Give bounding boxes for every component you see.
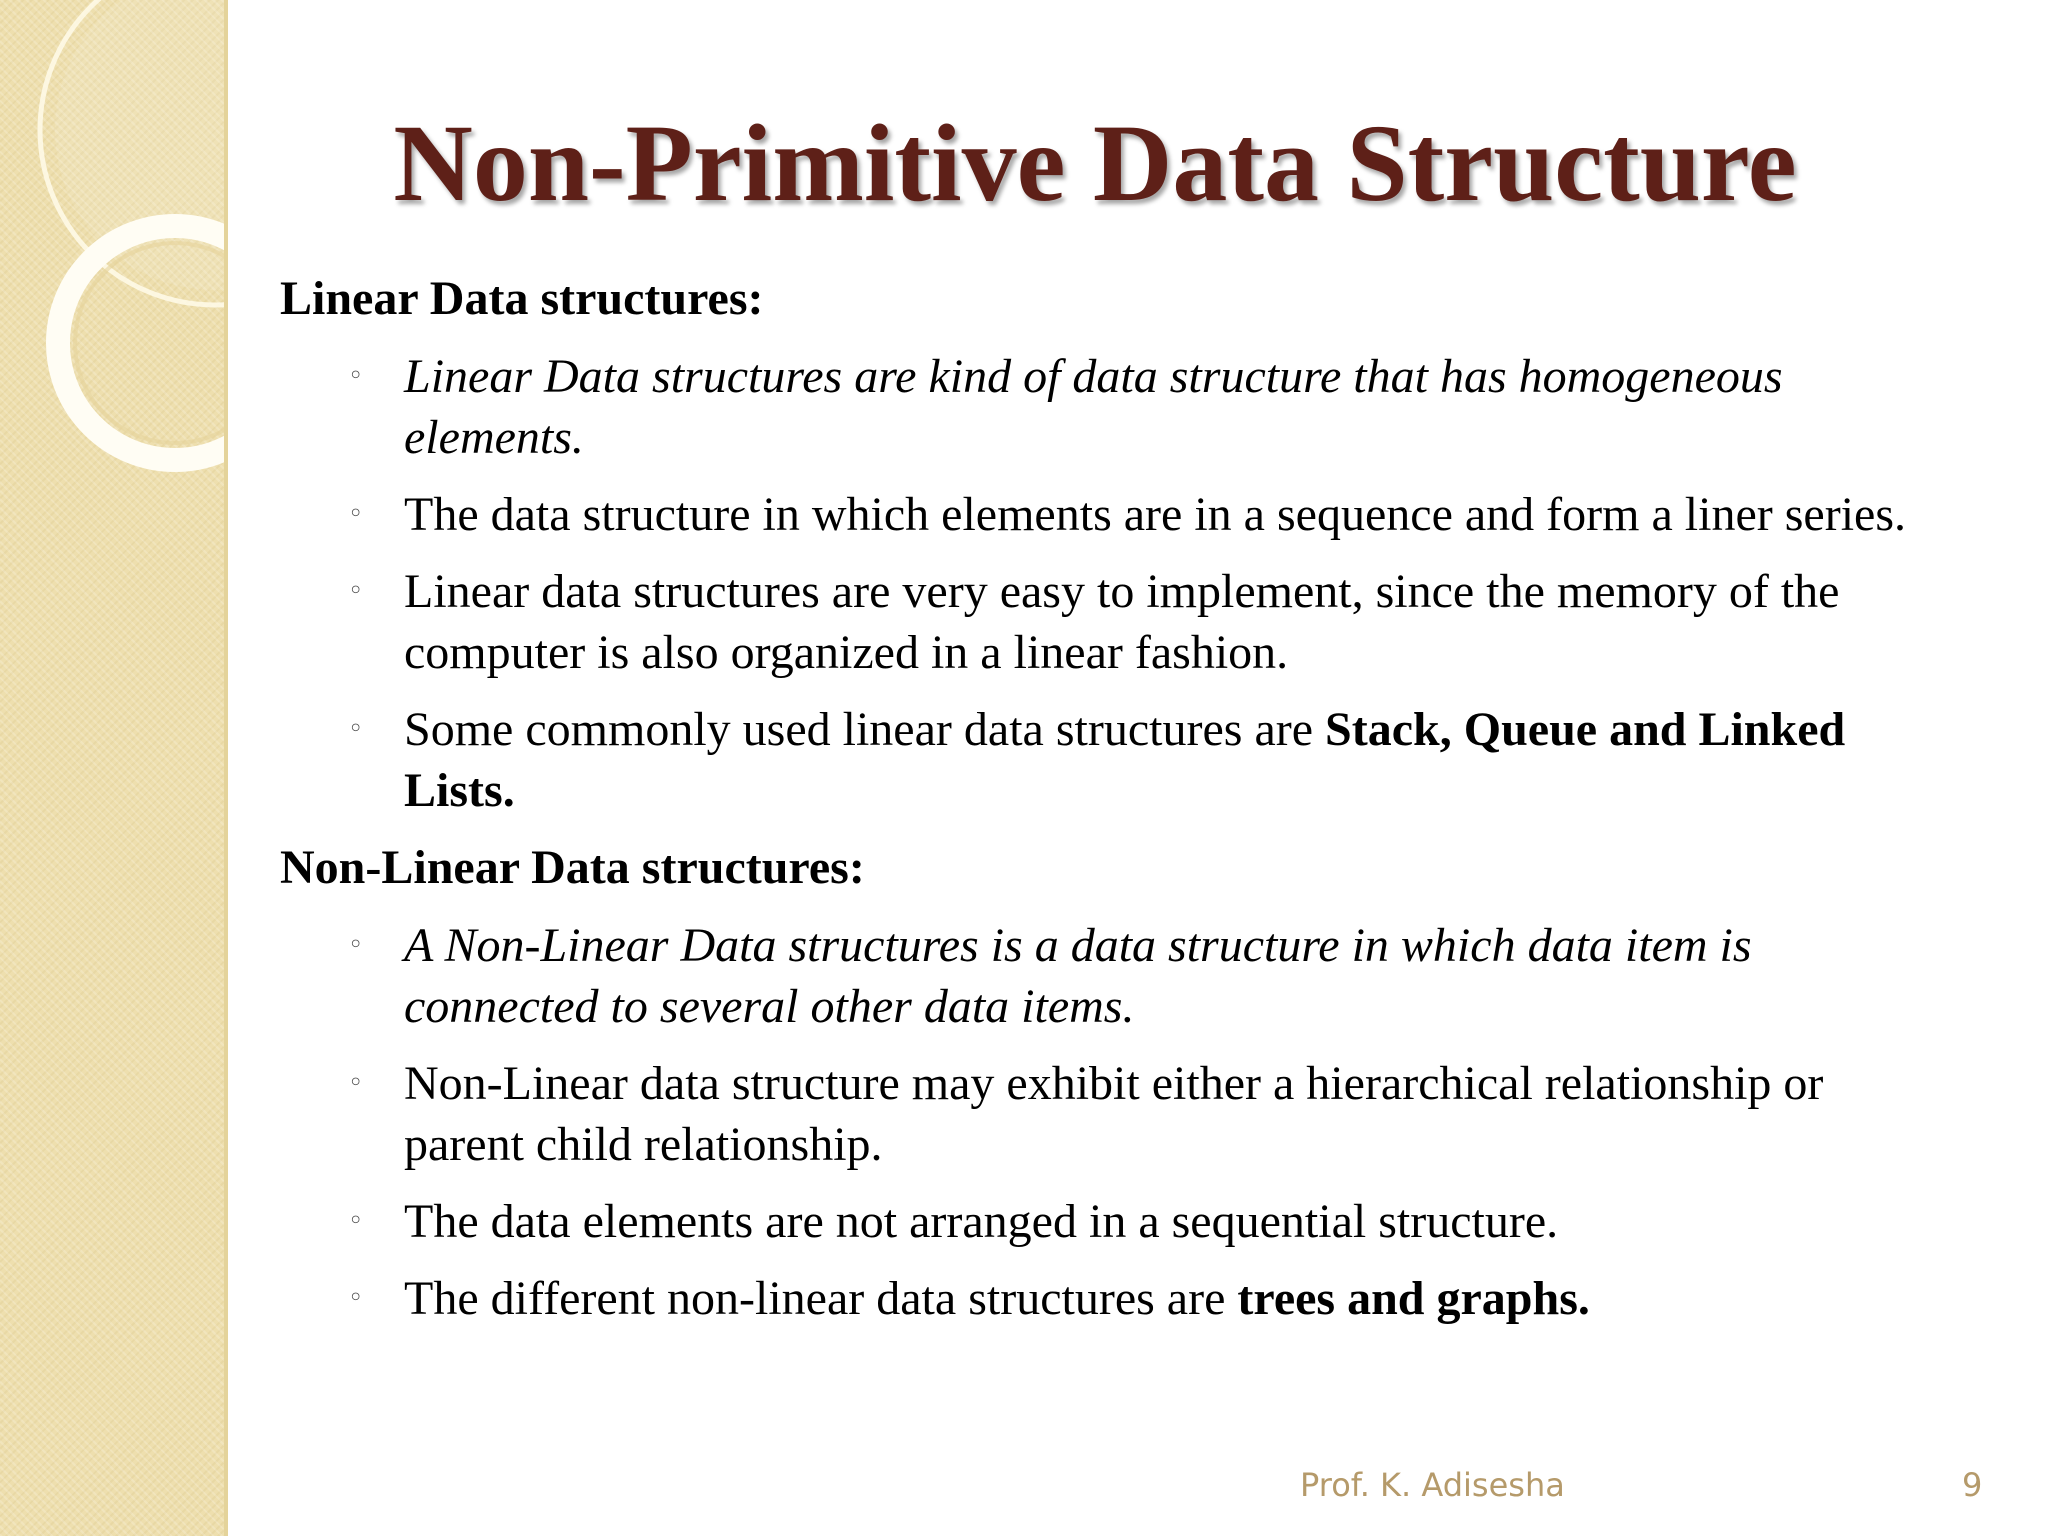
slide-title: Non-Primitive Data Structure (393, 102, 1797, 224)
bullet-circle-icon: ◦ (348, 576, 364, 606)
bullet-text: The data structure in which elements are in a sequence and form a liner series. (404, 488, 1907, 541)
bullet-text: The data elements are not arranged in a sequential structure. (404, 1195, 1559, 1248)
page-number: 9 (1962, 1466, 1983, 1504)
bullet-text: Linear Data structures are kind of data structure that has homogeneous elements. (404, 350, 1783, 464)
slide-content (280, 268, 1940, 1345)
footer-author: Prof. K. Adisesha (1300, 1466, 1565, 1504)
bullet-bold-text: Lists. (404, 764, 515, 817)
bullet-bold-text: trees and graphs. (1237, 1272, 1590, 1325)
list-item (280, 1268, 1940, 1329)
bullet-text: Non-Linear data structure may exhibit either a hierarchical relationship or parent child relationship. (404, 1057, 1824, 1171)
decorative-side-band (0, 0, 228, 1536)
list-item (280, 1191, 1940, 1252)
decorative-rings (0, 0, 228, 1536)
bullet-circle-icon: ◦ (348, 499, 364, 529)
bullet-circle-icon: ◦ (348, 1283, 364, 1313)
section-heading-non-linear: Non-Linear Data structures: (280, 841, 865, 894)
linear-bullet-list (280, 346, 1940, 821)
list-item (280, 1053, 1940, 1175)
bullet-circle-icon: ◦ (348, 930, 364, 960)
non-linear-bullet-list (280, 915, 1940, 1329)
list-item (280, 484, 1940, 545)
bullet-text: Linear data structures are very easy to implement, since the memory of the computer is also organized in a linear fashion. (404, 565, 1840, 679)
bullet-text: Some commonly used linear data structures are (404, 703, 1326, 756)
bullet-circle-icon: ◦ (348, 1068, 364, 1098)
bullet-text: The different non-linear data structures are (404, 1272, 1238, 1325)
side-band-edge (224, 0, 228, 1536)
bullet-bold-text: Stack, Queue and Linked (1325, 703, 1846, 756)
list-item (280, 699, 1940, 821)
bullet-circle-icon: ◦ (348, 361, 364, 391)
bullet-text: A Non-Linear Data structures is a data structure in which data item is connected to several other data items. (404, 919, 1752, 1033)
bullet-circle-icon: ◦ (348, 714, 364, 744)
list-item (280, 915, 1940, 1037)
section-heading-linear: Linear Data structures: (280, 272, 764, 325)
list-item (280, 561, 1940, 683)
list-item (280, 346, 1940, 468)
bullet-circle-icon: ◦ (348, 1206, 364, 1236)
